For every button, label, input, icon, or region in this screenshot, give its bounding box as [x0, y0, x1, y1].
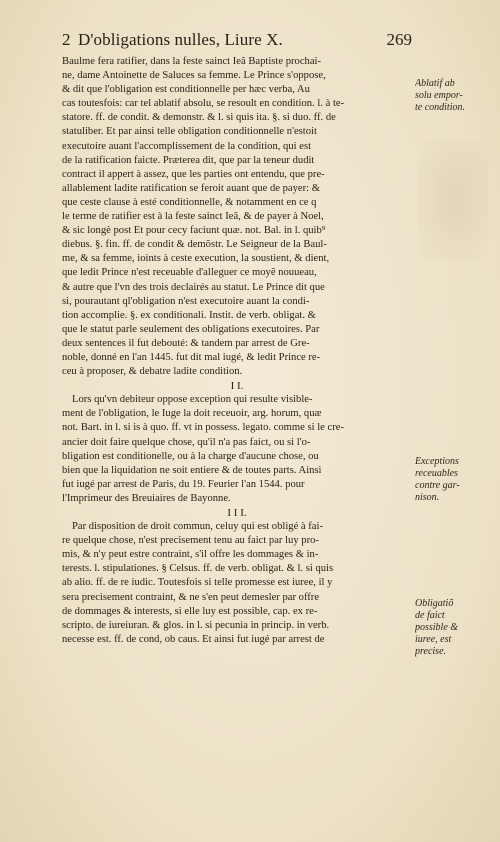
body-line: bien que la liquidation ne soit entiere & de toutes parts. Ainsi — [62, 464, 322, 476]
body-line: executoire auant l'accomplissement de la condition, qui est — [62, 140, 312, 152]
body-line: allablement ladite ratification se feroit auant que de payer: & — [62, 182, 320, 194]
margin-line: precise. — [415, 646, 447, 657]
left-page-number: 2 — [62, 30, 71, 49]
margin-line: solu empor- — [415, 90, 463, 101]
section-numeral-2: I I. — [230, 380, 244, 393]
body-line: noble, donné en l'an 1445. fut dit mal iugé, & ledit Prince re- — [62, 351, 321, 363]
body-line: Lors qu'vn debiteur oppose exception qui resulte visible- — [72, 394, 313, 406]
body-line: & sic longè post Et pour cecy faciunt quæ. not. Bal. in l. quib⁹ — [62, 225, 326, 237]
margin-note-obligation — [415, 598, 497, 658]
margin-line: Exceptions — [415, 456, 459, 467]
body-line: si, pourautant ql'obligation n'est executoire auant la condi- — [62, 295, 310, 307]
margin-note-ablatif — [415, 78, 497, 114]
body-line: de la ratification faicte. Præterea dit, que par la teneur dudit — [62, 154, 315, 166]
body-line: cas toutesfois: car tel ablatif absolu, se resoult en condition. l. à te- — [62, 98, 345, 110]
body-line: fut iugé par arrest de Paris, du 19. Feurier l'an 1544. pour — [62, 478, 305, 490]
right-page-number: 269 — [386, 30, 412, 49]
body-line: me, & sa femme, ioints à ceste execution, la soustient, & dient, — [62, 253, 330, 265]
body-line: contract il appert à assez, que les parties ont entendu, que pre- — [62, 168, 325, 180]
body-line: & dit que l'obligation est conditionnelle per hæc verba, Au — [62, 84, 310, 96]
body-line: ceu à proposer, & debatre ladite condition. — [62, 366, 243, 378]
body-line: ne, dame Antoinette de Saluces sa femme. Le Prince s'oppose, — [62, 70, 326, 82]
margin-line: iuree, est — [415, 634, 452, 645]
margin-line: nison. — [415, 492, 440, 503]
body-line: sera precisement contraint, & ne s'en peut demesler par offre — [62, 591, 320, 603]
body-line: scripto. de iureiuran. & glos. in l. si pecunia in princip. in verb. — [62, 619, 330, 631]
body-text — [62, 55, 412, 647]
running-title: D'obligations nulles, Liure X. — [78, 30, 283, 49]
margin-line: contre gar- — [415, 480, 460, 491]
body-line: Par disposition de droit commun, celuy qui est obligé à fai- — [72, 521, 323, 533]
margin-line: de faict — [415, 610, 445, 621]
body-line: deux sentences il fut debouté: & tandem par arrest de Gre- — [62, 337, 310, 349]
margin-line: receuables — [415, 468, 458, 479]
margin-line: possible & — [415, 622, 459, 633]
body-line: statore. ff. de condit. & demonstr. & l. si quis ita. §. si duo. ff. de — [62, 112, 336, 124]
body-line: statuliber. Et par ainsi telle obligation conditionnelle n'estoit — [62, 126, 317, 138]
body-line: mis, & n'y peut estre contraint, s'il offre les dommages & in- — [62, 549, 319, 561]
body-line: terests. l. stipulationes. § Celsus. ff. de verb. obligat. & l. si quis — [62, 563, 334, 575]
body-line: & autre que l'vn des trois declairés au statut. Le Prince dit que — [62, 281, 325, 293]
margin-note-exceptions — [415, 456, 497, 504]
body-line: le terme de ratifier est à la feste sainct Ieã, & de payer à Noel, — [62, 211, 324, 223]
body-line: ment de l'obligation, le Iuge la doit receuoir, arg. horum, quæ — [62, 408, 322, 420]
body-line: necesse est. ff. de cond, ob caus. Et ainsi fut iugé par arrest de — [62, 633, 325, 645]
body-line: ancier doit faire quelque chose, qu'il n'a pas faict, ou si l'o- — [62, 436, 311, 448]
body-line: de dommages & interests, si elle luy est possible, cap. ex re- — [62, 605, 318, 617]
margin-line: Ablatif ab — [415, 78, 455, 89]
paper-stain — [418, 140, 488, 260]
margin-line: te condition. — [415, 102, 465, 113]
body-line: que ledit Prince n'est receuable d'alleguer ce moyẽ nouueau, — [62, 267, 317, 279]
body-line: que ceste clause à esté conditionnelle, & notamment en ce q — [62, 196, 317, 208]
body-line: l'Imprimeur des Breuiaires de Bayonne. — [62, 492, 231, 504]
margin-line: Obligatiõ — [415, 598, 454, 609]
body-line: re quelque chose, n'est precisement tenu au faict par luy pro- — [62, 535, 319, 547]
body-line: diebus. §. fin. ff. de condit & demõstr. Le Seigneur de la Baul- — [62, 239, 327, 251]
body-line: not. Bart. in l. si is à quo. ff. vt in possess. legato. comme si le cre- — [62, 422, 344, 434]
body-line: que le statut parle seulement des obligations executoires. Par — [62, 323, 320, 335]
page-header — [62, 30, 412, 50]
body-line: bligation est conditionelle, ou à la charge d'aucune chose, ou — [62, 450, 319, 462]
body-line: Baulme fera ratifier, dans la feste sainct Ieã Baptiste prochai- — [62, 56, 322, 67]
body-line: ab alio. ff. de re iudic. Toutesfois si telle promesse est iuree, il y — [62, 577, 333, 589]
section-numeral-3: I I I. — [227, 507, 247, 519]
body-line: tion accomplie. §. ex conditionali. Instit. de verb. obligat. & — [62, 309, 316, 321]
